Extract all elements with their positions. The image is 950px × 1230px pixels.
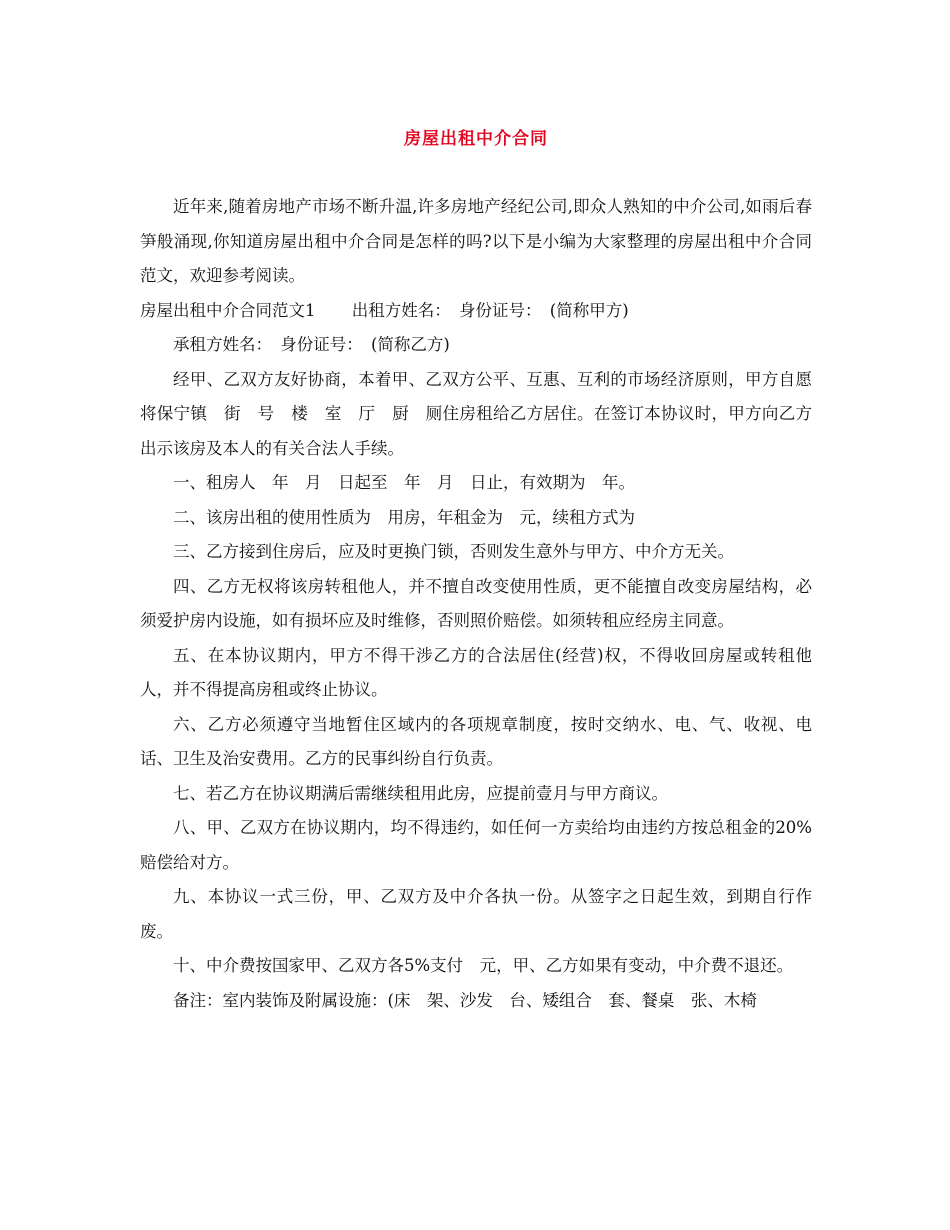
document-body [140, 190, 812, 1018]
remark-paragraph: 备注：室内装饰及附属设施：(床 架、沙发 台、矮组合 套、餐桌 张、木椅 [173, 990, 757, 1010]
clause-9: 九、本协议一式三份，甲、乙双方及中介各执一份。从签字之日起生效，到期自行作废。 [140, 887, 812, 941]
clause-5: 五、在本协议期内，甲方不得干涉乙方的合法居住(经营)权，不得收回房屋或转租他人，并不得提高房租或终止协议。 [140, 645, 812, 699]
sample-heading-line [140, 294, 812, 329]
intro-paragraph: 近年来,随着房地产市场不断升温,许多房地产经纪公司,即众人熟知的中介公司,如雨后春笋般涌现,你知道房屋出租中介合同是怎样的吗?以下是小编为大家整理的房屋出租中介合同范文，欢迎参考阅读。 [140, 197, 812, 285]
preamble-paragraph: 经甲、乙双方友好协商，本着甲、乙双方公平、互惠、互利的市场经济原则，甲方自愿将保宁镇 街 号 楼 室 厅 厨 厕住房租给乙方居住。在签订本协议时，甲方向乙方出示该房及本人的有关合法人手续。 [140, 369, 812, 458]
document-title: 房屋出租中介合同 [404, 129, 548, 149]
document-page [140, 0, 812, 1230]
clause-10: 十、中介费按国家甲、乙双方各5%支付 元，甲、乙方如果有变动，中介费不退还。 [173, 956, 794, 975]
clause-7: 七、若乙方在协议期满后需继续租用此房，应提前壹月与甲方商议。 [173, 783, 668, 803]
clause-1: 一、租房人 年 月 日起至 年 月 日止，有效期为 年。 [173, 473, 635, 492]
landlord-line: 出租方姓名： 身份证号： (简称甲方) [351, 300, 629, 320]
clause-4: 四、乙方无权将该房转租他人，并不擅自改变使用性质，更不能擅自改变房屋结构，必须爱护房内设施，如有损坏应及时维修，否则照价赔偿。如须转租应经房主同意。 [140, 576, 812, 630]
tenant-line: 承租方姓名： 身份证号： (简称乙方) [173, 335, 450, 354]
clause-2: 二、该房出租的使用性质为 用房，年租金为 元，续租方式为 [173, 507, 635, 527]
clause-6: 六、乙方必须遵守当地暂住区域内的各项规章制度，按时交纳水、电、气、收视、电话、卫生及治安费用。乙方的民事纠纷自行负责。 [140, 714, 812, 768]
clause-8: 八、甲、乙双方在协议期内，均不得违约，如任何一方卖给均由违约方按总租金的20%赔偿给对方。 [140, 818, 812, 872]
sample-heading: 房屋出租中介合同范文1 [140, 300, 316, 320]
clause-3: 三、乙方接到住房后，应及时更换门锁，否则发生意外与甲方、中介方无关。 [173, 542, 734, 561]
